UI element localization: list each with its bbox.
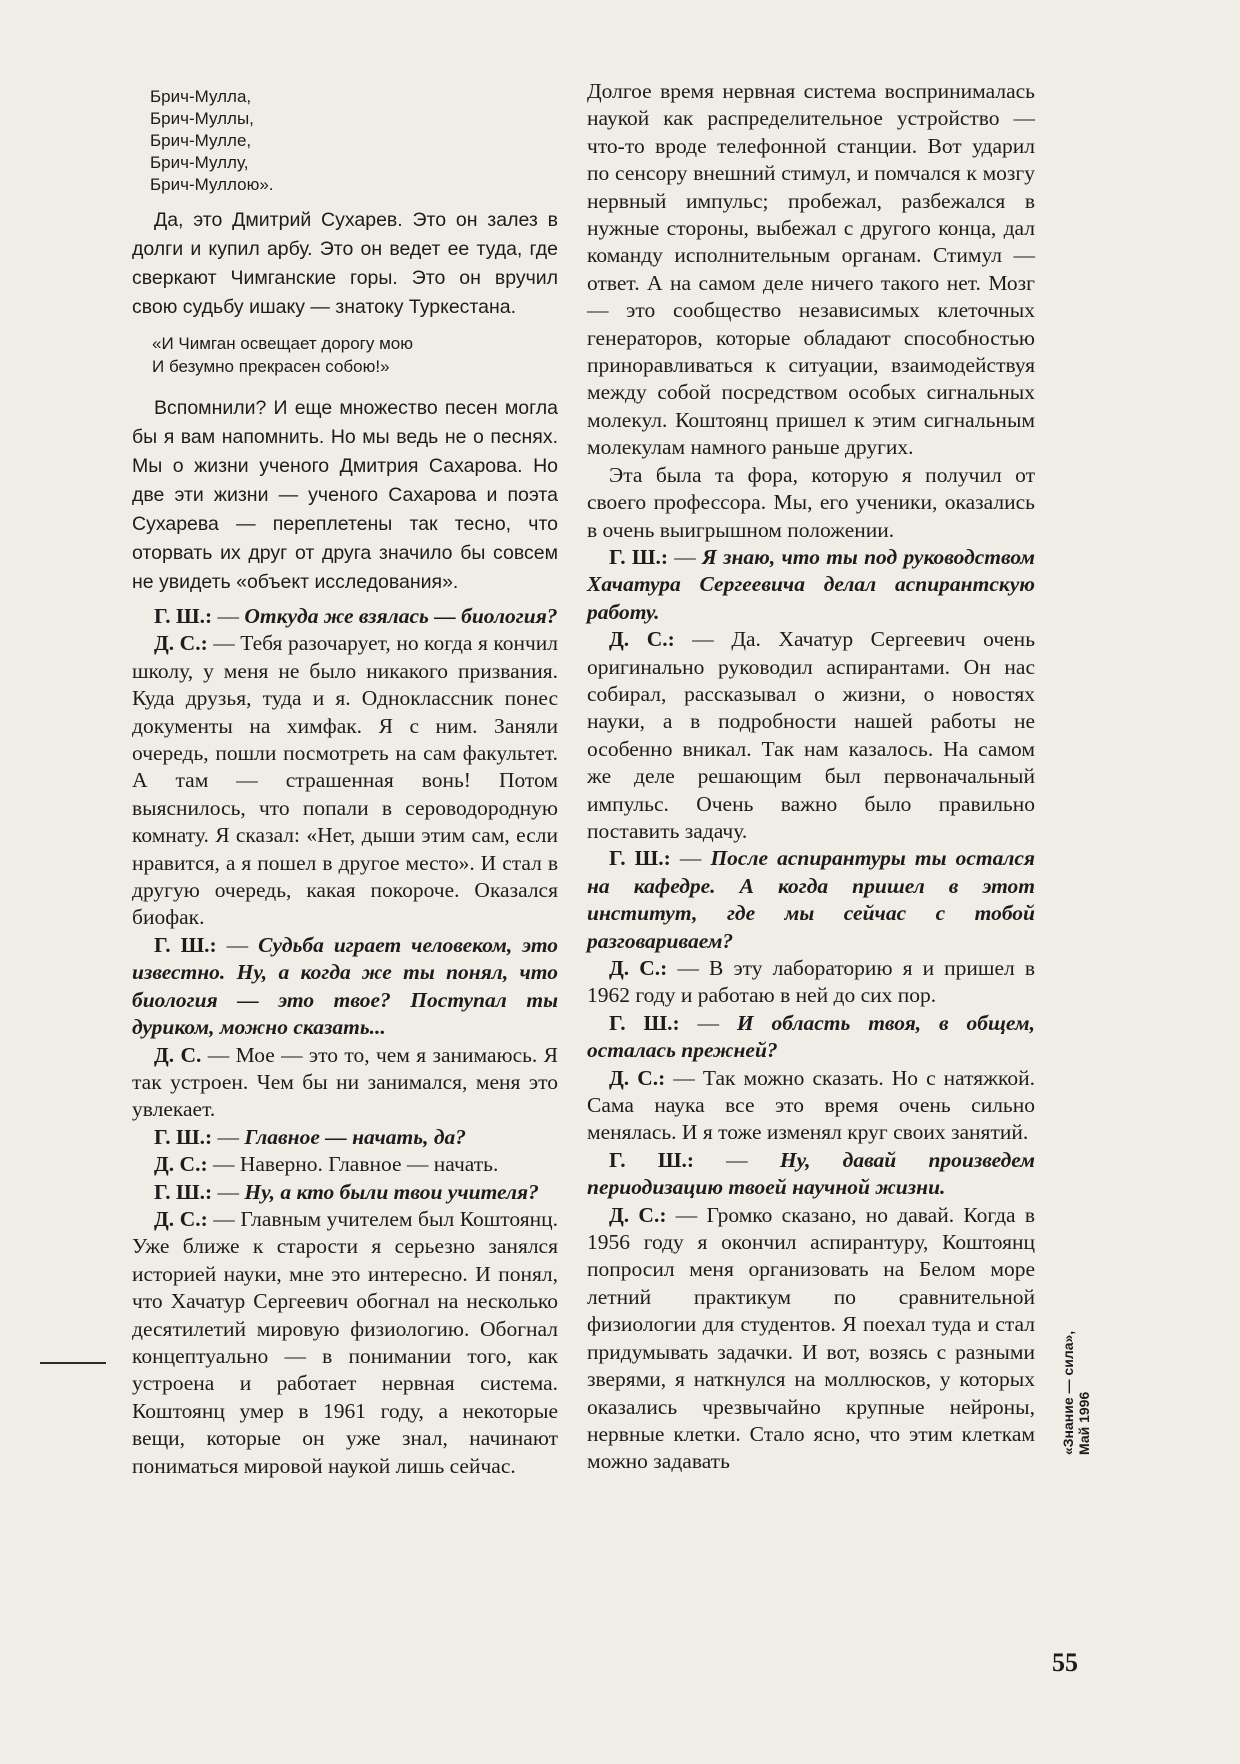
question-paragraph: [587, 845, 1035, 955]
speaker-label: Д. С.:: [154, 1152, 208, 1177]
speaker-label: Г. Ш.:: [609, 1147, 694, 1172]
right-column: [587, 78, 1035, 1476]
question-text: Ну, а кто были твои учителя?: [244, 1179, 539, 1204]
answer-paragraph: [587, 1065, 1035, 1147]
song-quote: [132, 332, 558, 378]
poem-line: Брич-Муллы,: [150, 109, 254, 128]
dash: —: [667, 956, 710, 980]
answer-paragraph: [587, 626, 1035, 845]
speaker-label: Г. Ш.:: [154, 1179, 213, 1204]
answer-paragraph: [132, 630, 558, 931]
poem-stanza: [132, 86, 558, 196]
answer-paragraph: [132, 1206, 558, 1480]
dash: —: [207, 1206, 241, 1231]
speaker-label: Д. С.:: [609, 1202, 667, 1227]
answer-text: Громко сказано, но давай. Когда в 1956 году я окончил аспирантуру, Коштоянц попросил меня организовать на Белом море летний практикум по сравнительной физиологии для студентов. Я поехал туда и стал придумывать задачки. И вот, возясь с разными зверями, я наткнулся на моллюсков, у которых оказались чрезвычайно крупные нейроны, нервные клетки. Стало ясно, что этим клеткам можно задавать: [587, 1202, 1036, 1474]
dash: —: [665, 1065, 703, 1090]
dash: —: [201, 1042, 236, 1067]
speaker-label: Д. С.:: [609, 1065, 666, 1090]
dash: —: [212, 604, 245, 628]
question-text: Судьба играет человеком, это известно. Ну, а когда же ты понял, что биология — это твое? Поступал ты дуриком, можно сказать...: [132, 932, 559, 1040]
question-paragraph: [587, 1147, 1035, 1202]
body-paragraph: Эта была та фора, которую я получил от своего профессора. Мы, его ученики, оказались в очень выигрышном положении.: [587, 462, 1035, 542]
dash: —: [666, 1202, 707, 1227]
question-paragraph: [132, 1179, 558, 1206]
question-paragraph: [132, 932, 558, 1042]
answer-paragraph: [587, 955, 1035, 1010]
issue-date: Май 1996: [1076, 1391, 1092, 1455]
magazine-credit: [1060, 1331, 1092, 1455]
question-paragraph: [587, 544, 1035, 626]
dash: —: [212, 1179, 245, 1204]
question-text: После аспирантуры ты остался на кафедре. А когда пришел в этот институт, где мы сейчас с тобой разговариваем?: [587, 846, 1035, 953]
dash: —: [207, 1152, 240, 1177]
speaker-label: Д. С.:: [609, 956, 668, 980]
page-number: 55: [1052, 1648, 1078, 1677]
speaker-label: Д. С.:: [154, 631, 208, 656]
dash: —: [693, 1147, 780, 1172]
intro-paragraph: Да, это Дмитрий Сухарев. Это он залез в долги и купил арбу. Это он ведет ее туда, где сверкают Чимганские горы. Это он вручил свою судьбу ишаку — знатоку Туркестана.: [132, 209, 558, 318]
poem-line: Брич-Мулла,: [150, 87, 252, 106]
dash: —: [216, 932, 259, 957]
question-text: Ну, давай произведем периодизацию твоей научной жизни.: [587, 1147, 1035, 1200]
dash: —: [212, 1124, 245, 1149]
answer-paragraph: [132, 1151, 558, 1178]
speaker-label: Г. Ш.:: [154, 604, 213, 628]
answer-paragraph: [587, 1202, 1035, 1476]
poem-line: Брич-Мулле,: [150, 131, 252, 150]
dash: —: [207, 631, 241, 656]
speaker-label: Г. Ш.:: [154, 1124, 213, 1149]
speaker-label: Г. Ш.:: [154, 932, 217, 957]
poem-line: Брич-Муллу,: [150, 153, 249, 172]
poem-line: Брич-Муллою».: [150, 175, 274, 194]
answer-text: Мое — это то, чем я занимаюсь. Я так устроен. Чем бы ни занимался, меня это увлекает.: [132, 1042, 558, 1122]
answer-paragraph: [132, 1042, 558, 1124]
speaker-label: Г. Ш.:: [609, 544, 669, 569]
quote-line: «И Чимган освещает дорогу мою: [152, 334, 413, 353]
left-column: [132, 78, 558, 1480]
speaker-label: Д. С.:: [609, 627, 675, 652]
speaker-label: Д. С.:: [154, 1206, 208, 1231]
answer-text: Наверно. Главное — начать.: [239, 1152, 499, 1177]
dash: —: [674, 627, 732, 652]
question-text: Откуда же взялась — биология?: [244, 604, 558, 628]
dash: —: [679, 1010, 737, 1035]
answer-text: Главным учителем был Коштоянц. Уже ближе к старости я серьезно занялся историей науки, мне это интересно. И понял, что Хачатур Сергеевич обогнал на несколько десятилетий мировую физиологию. Обогнал концептуально — в понимании того, как устроена и работает нервная система. Коштоянц умер в 1961 году, а некоторые вещи, которые он уже знал, начинают пониматься мировой наукой лишь сейчас.: [132, 1206, 559, 1478]
answer-text: Да. Хачатур Сергеевич очень оригинально руководил аспирантами. Он нас собирал, рассказывал о жизни, о новостях науки, а в подробности нашей работы не особенно вникал. Так нам казалось. На самом же деле решающим был первоначальный импульс. Очень важно было правильно поставить задачу.: [587, 627, 1035, 843]
dash: —: [668, 544, 703, 569]
question-text: Главное — начать, да?: [244, 1124, 467, 1149]
question-paragraph: [132, 603, 558, 630]
question-paragraph: [132, 1124, 558, 1151]
magazine-name: «Знание — сила»,: [1060, 1330, 1076, 1455]
answer-text: Так можно сказать. Но с натяжкой. Сама наука все это время очень сильно менялась. И я тоже изменял круг своих занятий.: [587, 1065, 1036, 1145]
question-text: И область твоя, в общем, осталась прежней?: [587, 1010, 1035, 1063]
speaker-label: Д. С.: [154, 1042, 202, 1067]
body-paragraph: Долгое время нервная система воспринималась наукой как распределительное устройство — что-то вроде телефонной станции. Вот ударил по сенсору внешний стимул, и помчался к мозгу нервный импульс; пробежал, разбежался в нужные стороны, выбежал с другого конца, дал команду исполнительным органам. Стимул — ответ. А на самом деле ничего такого нет. Мозг — это сообщество независимых клеточных генераторов, которые обладают способностью приноравливаться к ситуации, взаимодействуя между собой посредством особых сигнальных молекул. Коштоянц пришел к этим сигнальным молекулам намного раньше других.: [587, 79, 1035, 460]
speaker-label: Г. Ш.:: [609, 1010, 680, 1035]
dash: —: [670, 846, 711, 871]
speaker-label: Г. Ш.:: [609, 846, 671, 871]
answer-text: Тебя разочарует, но когда я кончил школу, у меня не было никакого призвания. Куда друзья, туда и я. Одноклассник понес документы на химфак. Я с ним. Заняли очередь, пошли посмотреть на сам факультет. А там — страшенная вонь! Потом выяснилось, что попали в сероводородную комнату. Я сказал: «Нет, дыши этим сам, если нравится, а я пошел в другое место». И стал в другую очередь, какая покороче. Оказался биофак.: [132, 631, 559, 930]
question-paragraph: [587, 1010, 1035, 1065]
intro-paragraph: Вспомнили? И еще множество песен могла бы я вам напомнить. Но мы ведь не о песнях. Мы о жизни ученого Дмитрия Сахарова. Но две эти жизни — ученого Сахарова и поэта Сухарева — переплетены так тесно, что оторвать их друг от друга значило бы совсем не увидеть «объект исследования».: [132, 397, 558, 593]
question-text: Я знаю, что ты под руководством Хачатура Сергеевича делал аспирантскую работу.: [587, 544, 1035, 624]
answer-text: В эту лабораторию я и пришел в 1962 году и работаю в ней до сих пор.: [587, 956, 1036, 1008]
margin-mark: [40, 1362, 106, 1364]
quote-line: И безумно прекрасен собою!»: [152, 357, 390, 376]
